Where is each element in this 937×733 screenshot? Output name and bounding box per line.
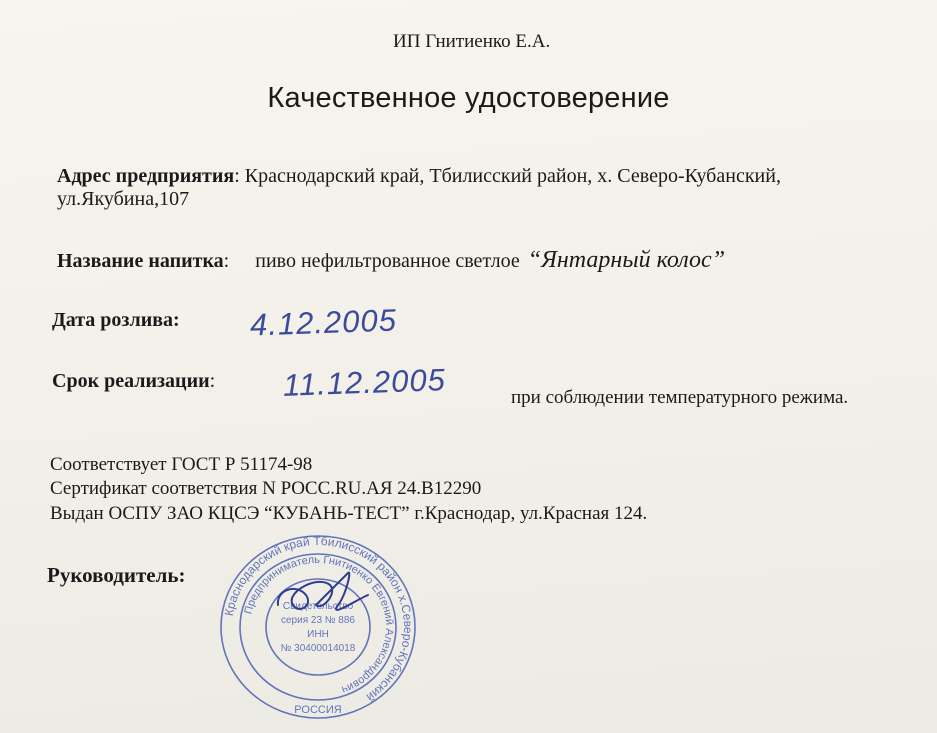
director-label: Руководитель: (47, 563, 186, 587)
stamp-bottom-text: РОССИЯ (294, 704, 342, 716)
stamp-inner-text: Предприниматель Гнитиенко Евгений Александрович (242, 553, 396, 696)
expiry-date-handwritten: 11.12.2005 (282, 362, 447, 403)
stamp-center-line-3: ИНН (307, 629, 329, 640)
stamp-center-line-1: Свидетельство (282, 601, 354, 612)
beverage-label: Название напитка (57, 250, 224, 272)
issued-by-line: Выдан ОСПУ ЗАО КЦСЭ “КУБАНЬ-ТЕСТ” г.Краснодар, ул.Красная 124. (50, 503, 648, 524)
bottling-date-handwritten: 4.12.2005 (249, 302, 398, 343)
beverage-brand: “Янтарный колос” (527, 247, 726, 273)
address-value-1: : Краснодарский край, Тбилисский район, х. Северо-Кубанский, (234, 165, 781, 187)
address-line-1 (57, 165, 781, 188)
expiry-label: Срок реализации (52, 370, 210, 392)
expiry-row: Срок реализации: (52, 370, 216, 392)
issuer-name: ИП Гнитиенко Е.А. (393, 31, 551, 52)
address-label: Адрес предприятия (57, 165, 235, 187)
bottling-row (52, 309, 180, 332)
expiry-condition: при соблюдении температурного режима. (511, 387, 849, 408)
stamp-center-line-4: № 30400014018 (280, 643, 356, 654)
stamp-center-line-2: серия 23 № 886 (281, 615, 355, 626)
address-value-2: ул.Якубина,107 (57, 188, 190, 210)
stamp-outer-text: Краснодарский край Тбилисский район х.Северо-Кубанский (221, 535, 416, 705)
certificate-line: Сертификат соответствия N POCC.RU.AЯ 24.B12290 (50, 478, 482, 499)
document-title: Качественное удостоверение (267, 82, 670, 114)
round-seal-stamp (218, 535, 418, 720)
beverage-row: Название напитка: пиво нефильтрованное светлое “Янтарный колос” (57, 247, 726, 273)
beverage-value: пиво нефильтрованное светлое (255, 250, 520, 272)
gost-line: Соответствует ГОСТ Р 51174-98 (50, 454, 313, 475)
bottling-label: Дата розлива: (52, 309, 180, 331)
